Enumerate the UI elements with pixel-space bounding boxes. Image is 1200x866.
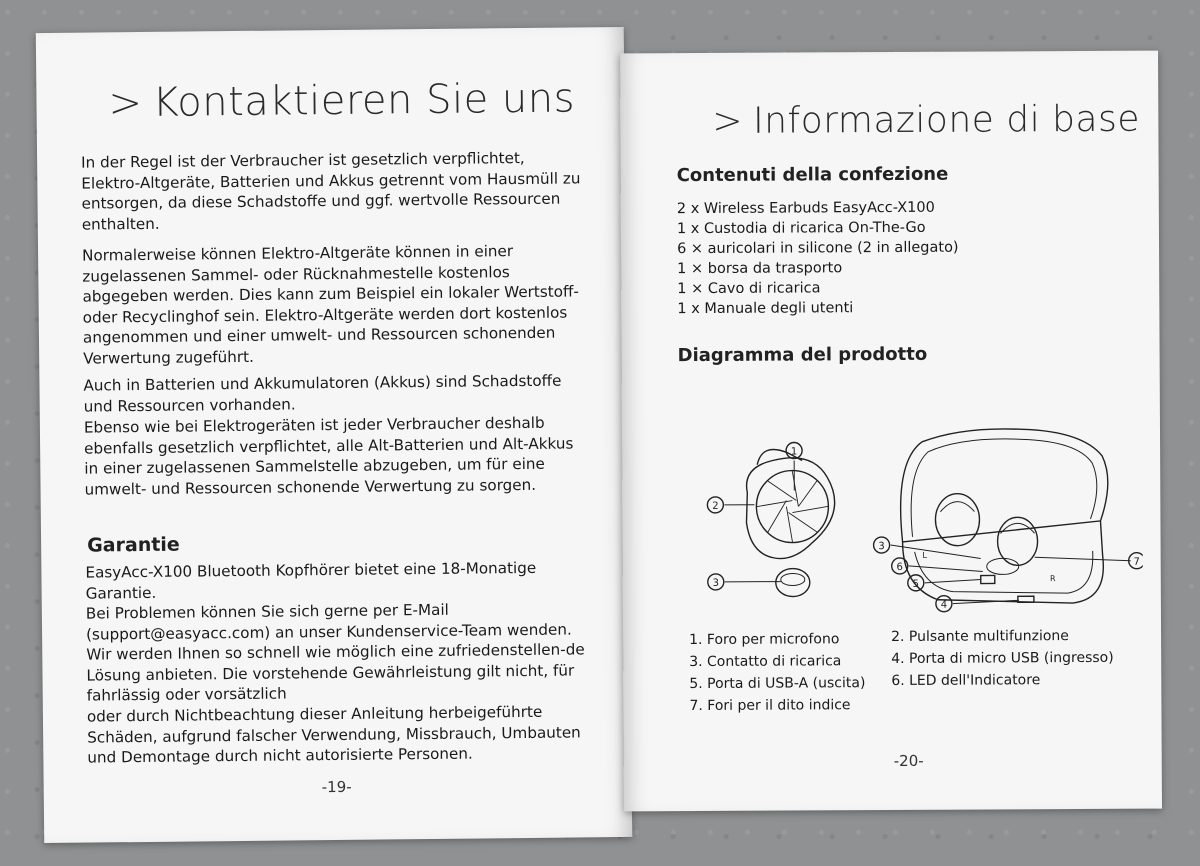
legend-item: 1. Foro per microfono — [689, 631, 840, 649]
callout-markers — [707, 441, 1143, 613]
page-title-left — [108, 75, 575, 126]
callout-3-earbud: 3 — [712, 577, 720, 589]
callout-6: 6 — [896, 561, 903, 573]
right-title-text: Informazione di base — [752, 98, 1141, 142]
callout-3-case: 3 — [878, 541, 885, 553]
paragraph-disposal: In der Regel ist der Verbraucher ist gesetzlich verpflichtet, Elektro-Altgeräte, Batterien und Akkus getrennt vom Hausmüll zu entsorgen, da diese Schadstoffe und ggf. wertvolle Ressourcen enthalten. — [81, 148, 581, 234]
legend-item: 3. Contatto di ricarica — [689, 653, 842, 671]
warranty-exclusion: oder durch Nichtbeachtung dieser Anleitung herbeigeführte Schäden, aufgrund falscher Verwendung, Missbrauch, Umbauten und Demontage durch nicht autorisierte Personen. — [86, 702, 581, 767]
contents-heading: Contenuti della confezione — [676, 163, 949, 187]
legend-item: 7. Fori per il dito indice — [689, 697, 851, 715]
warranty-heading: Garantie — [87, 533, 180, 557]
left-page — [36, 27, 632, 843]
left-title-text: Kontaktieren Sie uns — [152, 75, 576, 126]
list-item: 1 x Custodia di ricarica On-The-Go — [676, 219, 926, 238]
legend-item: 6. LED dell'Indicatore — [891, 672, 1041, 690]
product-diagram — [662, 371, 1143, 624]
paragraph-batteries: Auch in Batterien und Akkumulatoren (Akkus) sind Schadstoffe und Ressourcen vorhanden. — [83, 371, 562, 416]
callout-5: 5 — [912, 578, 920, 590]
list-item: 1 x Manuale degli utenti — [677, 300, 854, 318]
warranty-contact: Bei Problemen können Sie sich gerne per E-Mail (support@easyacc.com) an unser Kundenservice-Team wenden. Wir werden Ihnen so schnell wie möglich eine zufriedenstellen-de Lösung anbieten. Die vorstehende Gewährleistung gilt nicht, für fahrlässig oder vorsätzlich — [85, 600, 585, 705]
callout-1: 1 — [790, 446, 798, 458]
list-item: 2 x Wireless Earbuds EasyAcc-X100 — [676, 199, 935, 218]
case-letter-right: R — [1049, 574, 1056, 584]
right-page — [620, 51, 1162, 812]
legend-item: 4. Porta di micro USB (ingresso) — [891, 649, 1114, 668]
page-title-right — [712, 99, 1140, 142]
page-number-left: -19- — [321, 777, 352, 797]
legend-right — [891, 625, 1114, 692]
callout-7: 7 — [1133, 556, 1140, 568]
legend-item: 5. Porta di USB-A (uscita) — [689, 675, 866, 693]
charging-case-drawing — [900, 428, 1108, 604]
diagram-heading: Diagramma del prodotto — [677, 343, 928, 367]
chevron-right-icon: > — [108, 79, 143, 127]
warranty-text: EasyAcc-X100 Bluetooth Kopfhörer bietet eine 18-Monatige Garantie. — [85, 558, 537, 603]
callout-4: 4 — [940, 599, 948, 611]
list-item: 1 × borsa da trasporto — [677, 260, 843, 278]
callout-2: 2 — [712, 500, 719, 512]
list-item: 1 × Cavo di ricarica — [677, 280, 821, 298]
chevron-right-icon: > — [712, 100, 744, 142]
page-number-right: -20- — [893, 751, 924, 770]
earbud-drawing — [746, 449, 835, 597]
legend-left — [689, 628, 866, 717]
paragraph-obligation: Ebenso wie bei Elektrogeräten ist jeder Verbraucher deshalb ebenfalls gesetzlich verpflichtet, alle Alt-Batterien und Alt-Akkus in einer zugelassenen Sammelstelle abzugeben, um für eine umwelt- und Ressourcen schonende Verwertung zu sorgen. — [83, 413, 574, 499]
contents-list — [677, 198, 959, 319]
legend-item: 2. Pulsante multifunzione — [891, 628, 1069, 646]
case-letter-left: L — [922, 550, 927, 560]
paragraph-collection: Normalerweise können Elektro-Altgeräte können in einer zugelassenen Sammel- oder Rücknahmestelle kostenlos abgegeben werden. Dies kann zum Beispiel ein lokaler Wertstoff- oder Recyclinghof sein. Elektro-Altgeräte werden dort kostenlos angenommen und einer umwelt- und Ressourcen schonenden Verwertung zugeführt. — [82, 242, 580, 368]
list-item: 6 × auricolari in silicone (2 in allegato) — [677, 239, 959, 258]
callout-lines — [724, 459, 1131, 605]
